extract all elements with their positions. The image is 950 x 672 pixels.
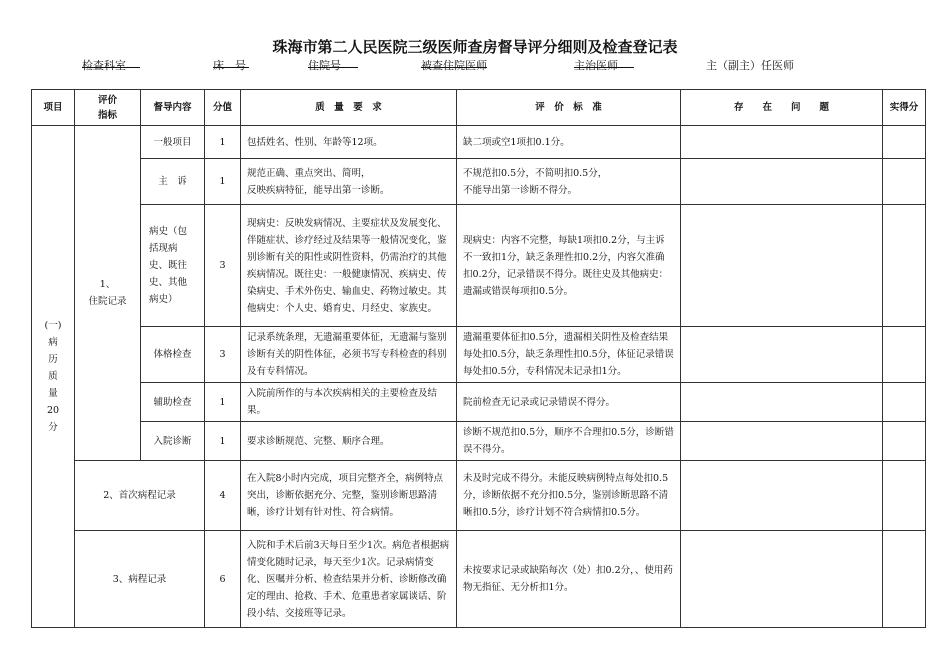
table-row (32, 531, 926, 628)
content-cell: 主 诉 (141, 159, 205, 205)
quality-cell: 在入院8小时内完成，项目完整齐全，病例特点突出，诊断依据充分、完整，鉴别诊断思路清晰，诊疗计划有针对性、符合病情。 (241, 461, 457, 531)
content-cell: 一般项目 (141, 126, 205, 159)
standard-cell: 遗漏重要体征扣0.5分，遗漏相关阴性及检查结果每处扣0.5分，缺乏条理性扣0.5分，体征记录错误每处扣0.5分，专科情况未记录扣1分。 (457, 327, 681, 383)
standard-cell: 不规范扣0.5分，不简明扣0.5分， 不能导出第一诊断不得分。 (457, 159, 681, 205)
actual-score-cell[interactable] (883, 327, 926, 383)
actual-score-cell[interactable] (883, 531, 926, 628)
section-medical-record-quality: (一) 病 历 质 量 20 分 (32, 126, 75, 628)
issues-cell[interactable] (681, 422, 883, 461)
actual-score-cell[interactable] (883, 205, 926, 327)
header-row (32, 90, 926, 126)
issues-cell[interactable] (681, 159, 883, 205)
chief-doctor-label: 主（副主）任医师 (706, 59, 794, 72)
quality-cell: 包括姓名、性别、年龄等12项。 (241, 126, 457, 159)
quality-cell: 要求诊断规范、完整、顺序合理。 (241, 422, 457, 461)
header-content: 督导内容 (141, 90, 205, 126)
indicator-admission-record: 1、 住院记录 (75, 126, 141, 461)
actual-score-cell[interactable] (883, 126, 926, 159)
score-cell: 4 (205, 461, 241, 531)
header-actual: 实得分 (883, 90, 926, 126)
header-item: 项目 (32, 90, 75, 126)
table-row (32, 205, 926, 327)
header-quality: 质 量 要 求 (241, 90, 457, 126)
score-cell: 3 (205, 205, 241, 327)
quality-cell: 记录系统条理，无遗漏重要体征，无遗漏与鉴别诊断有关的阴性体征，必须书写专科检查的科别及有专科情况。 (241, 327, 457, 383)
standard-cell: 院前检查无记录或记录错误不得分。 (457, 383, 681, 422)
table-row (32, 159, 926, 205)
actual-score-cell[interactable] (883, 159, 926, 205)
issues-cell[interactable] (681, 383, 883, 422)
table-row (32, 422, 926, 461)
indicator-course-record: 3、病程记录 (75, 531, 205, 628)
standard-cell: 缺二项或空1项扣0.1分。 (457, 126, 681, 159)
table-row (32, 461, 926, 531)
score-cell: 1 (205, 383, 241, 422)
header-score: 分值 (205, 90, 241, 126)
quality-cell: 现病史：反映发病情况、主要症状及发展变化、伴随症状、诊疗经过及结果等一般情况变化，鉴别诊断有关的阳性或阴性资料，仍需治疗的其他疾病情况。既往史：一般健康情况、疾病史、传染病史、手术外伤史、输血史、药物过敏史。其他病史：个人史、婚育史、月经史、家族史。 (241, 205, 457, 327)
table-row (32, 383, 926, 422)
issues-cell[interactable] (681, 327, 883, 383)
content-cell: 病史（包括现病史、既往史、其他病史） (141, 205, 205, 327)
actual-score-cell[interactable] (883, 422, 926, 461)
quality-cell: 入院和手术后前3天每日至少1次。病危者根据病情变化随时记录，每天至少1次。记录病情变化、医嘱并分析、检查结果并分析、诊断修改确定的理由、抢救、手术、危重患者家属谈话、阶段小结、交接班等记录。 (241, 531, 457, 628)
standard-cell: 现病史：内容不完整，每缺1项扣0.2分，与主诉不一致扣1分，缺乏条理性扣0.2分，内容欠准确扣0.2分，记录错误不得分。既往史及其他病史：遗漏或错误每项扣0.5分。 (457, 205, 681, 327)
issues-cell[interactable] (681, 126, 883, 159)
score-cell: 1 (205, 422, 241, 461)
score-cell: 6 (205, 531, 241, 628)
actual-score-cell[interactable] (883, 383, 926, 422)
score-cell: 1 (205, 126, 241, 159)
content-cell: 入院诊断 (141, 422, 205, 461)
header-issues: 存 在 问 题 (681, 90, 883, 126)
quality-cell: 规范正确、重点突出、简明， 反映疾病特征，能导出第一诊断。 (241, 159, 457, 205)
standard-cell: 未及时完成不得分。未能反映病例特点每处扣0.5分，诊断依据不充分扣0.5分，鉴别诊断思路不清晰扣0.5分，诊疗计划不符合病情扣0.5分。 (457, 461, 681, 531)
header-indicator: 评价 指标 (75, 90, 141, 126)
actual-score-cell[interactable] (883, 461, 926, 531)
indicator-first-course-record: 2、首次病程记录 (75, 461, 205, 531)
header-standard: 评 价 标 准 (457, 90, 681, 126)
score-cell: 3 (205, 327, 241, 383)
score-cell: 1 (205, 159, 241, 205)
content-cell: 体格检查 (141, 327, 205, 383)
standard-cell: 未按要求记录或缺陷每次（处）扣0.2分，、使用药物无指征、无分析扣1分。 (457, 531, 681, 628)
issues-cell[interactable] (681, 461, 883, 531)
table-row (32, 327, 926, 383)
evaluation-table (31, 89, 926, 628)
content-cell: 辅助检查 (141, 383, 205, 422)
issues-cell[interactable] (681, 205, 883, 327)
standard-cell: 诊断不规范扣0.5分，顺序不合理扣0.5分，诊断错误不得分。 (457, 422, 681, 461)
quality-cell: 入院前所作的与本次疾病相关的主要检查及结果。 (241, 383, 457, 422)
document-title: 珠海市第二人民医院三级医师查房督导评分细则及检查登记表 (272, 38, 678, 56)
issues-cell[interactable] (681, 531, 883, 628)
table-row (32, 126, 926, 159)
